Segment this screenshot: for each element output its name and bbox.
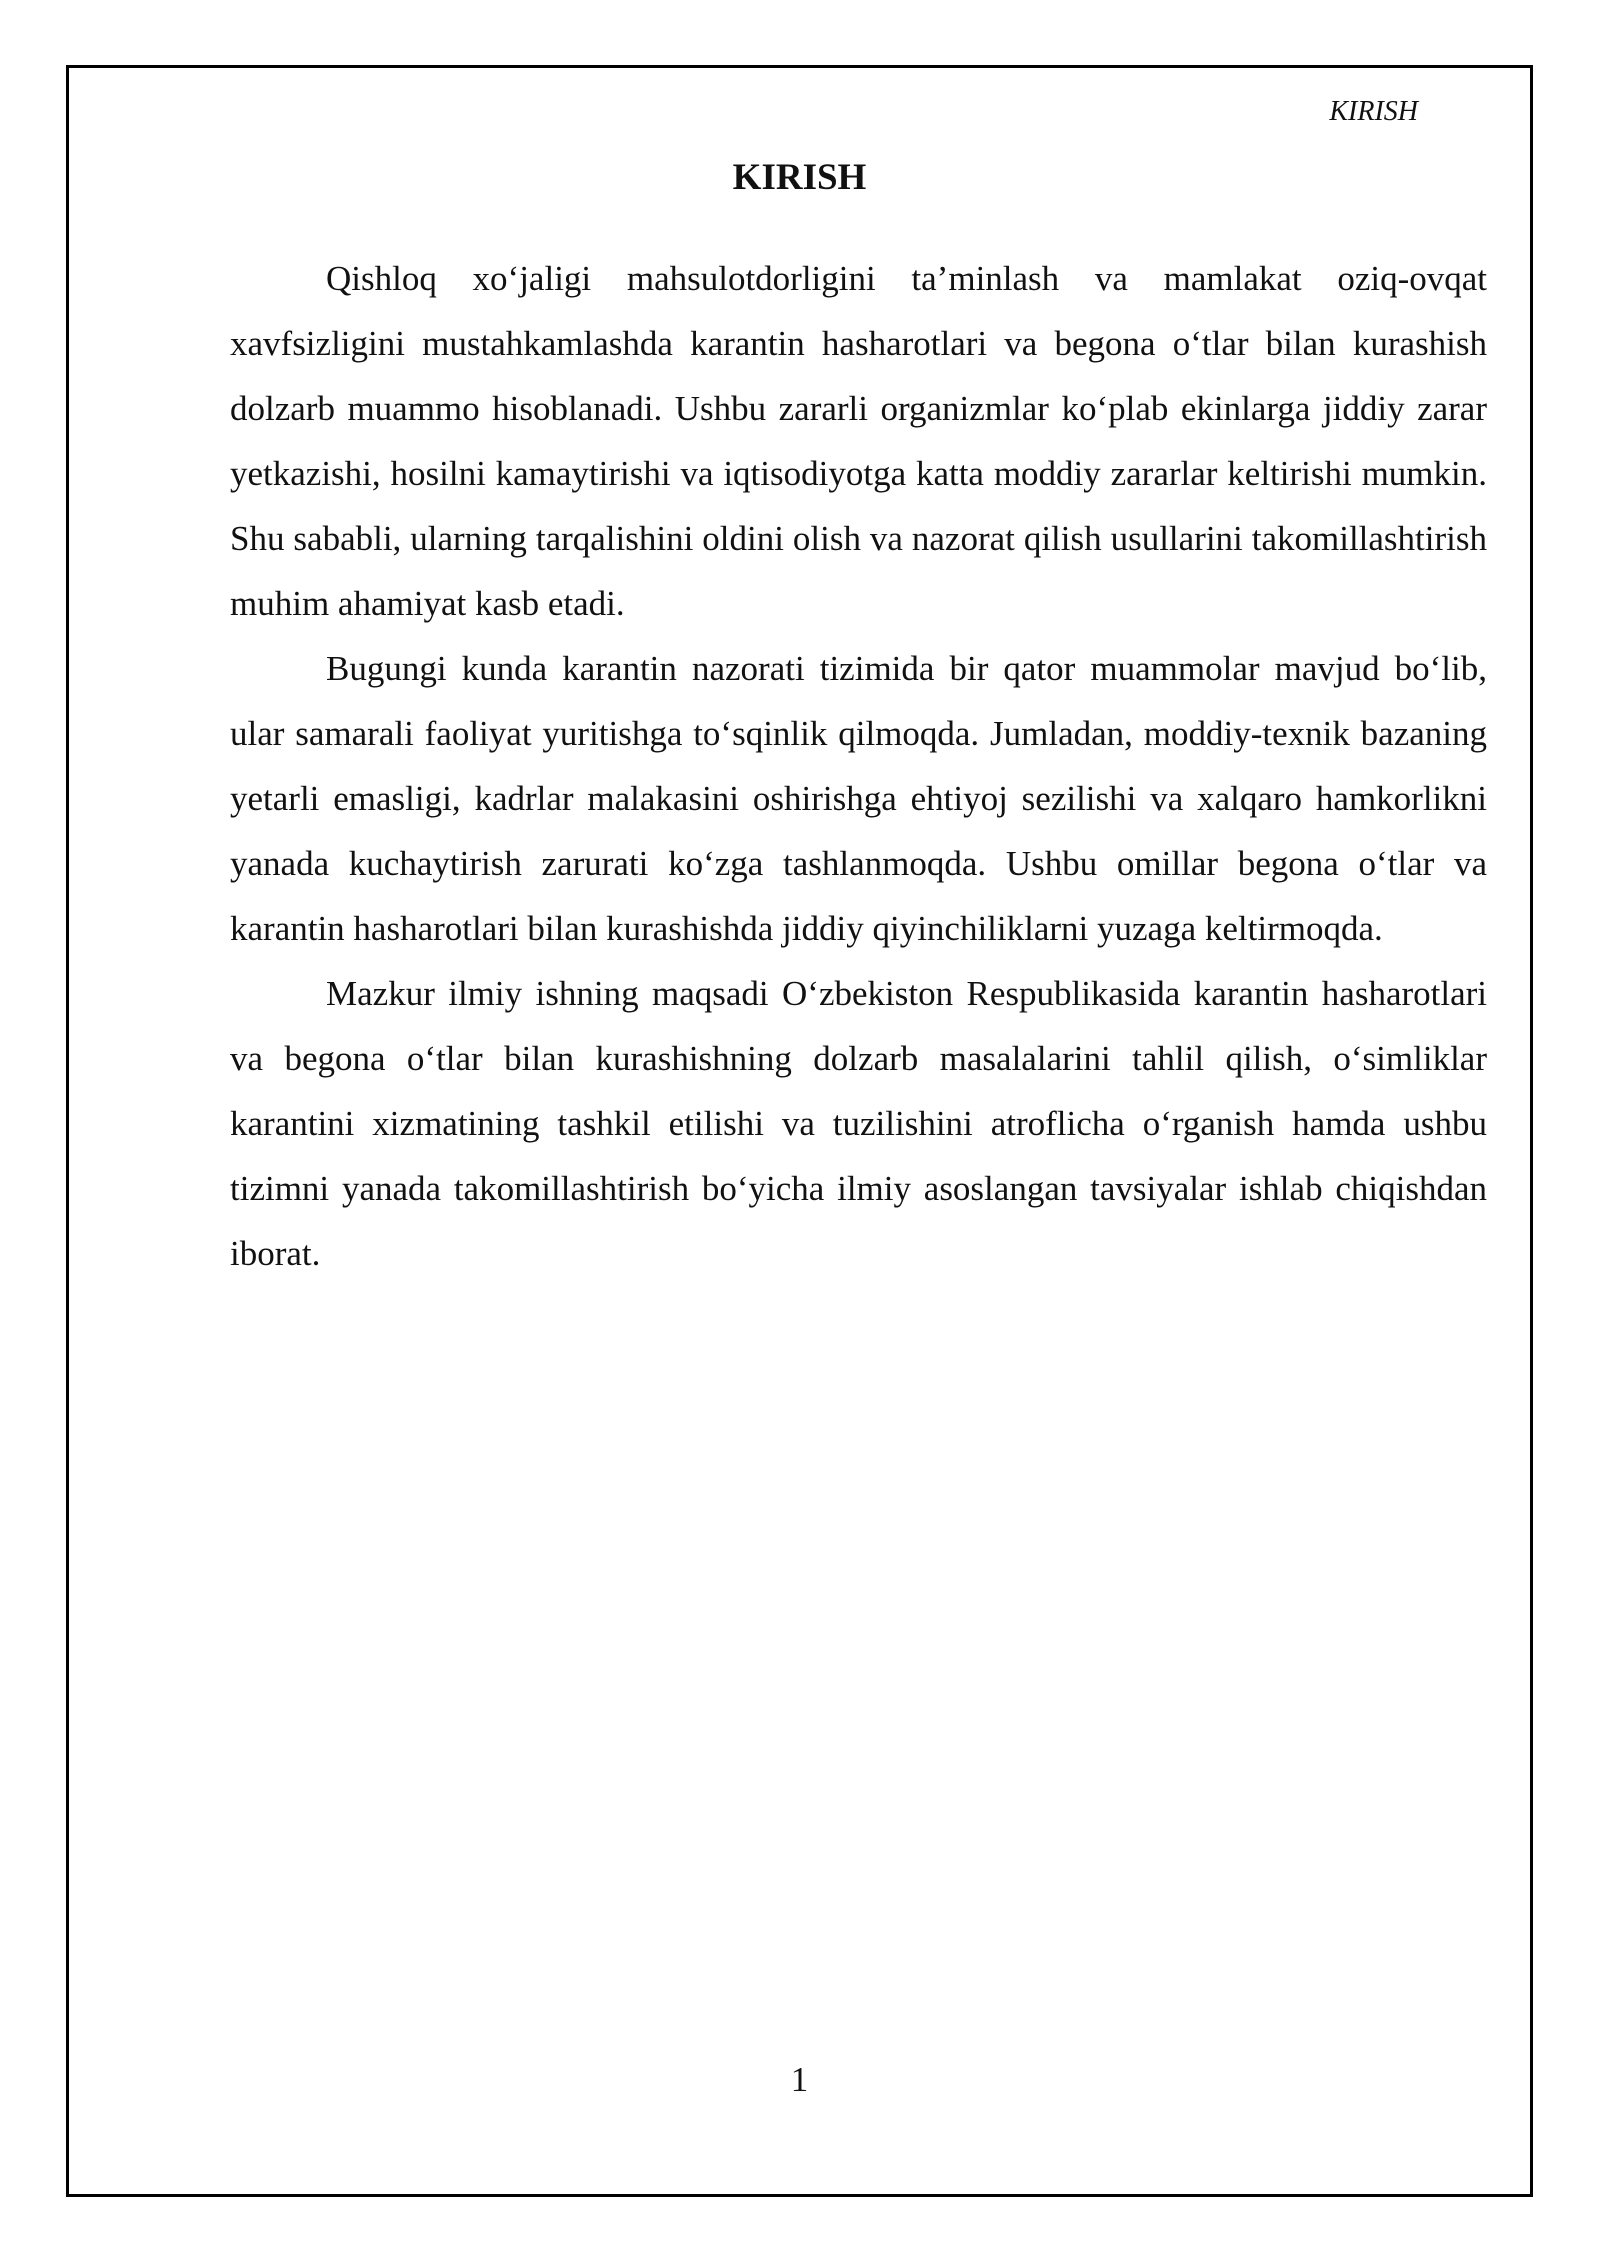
body-text bbox=[230, 246, 1487, 1286]
page-frame bbox=[66, 65, 1533, 2197]
paragraph-2: Bugungi kunda karantin nazorati tizimida bir qator muammolar mavjud bo‘lib, ular samarali faoliyat yuritishga to‘sqinlik qilmoqda. Jumladan, moddiy-texnik bazaning yetarli emasligi, kadrlar malakasini oshirishga ehtiyoj sezilishi va xalqaro hamkorlikni yanada kuchaytirish zarurati ko‘zga tashlanmoqda. Ushbu omillar begona o‘tlar va karantin hasharotlari bilan kurashishda jiddiy qiyinchiliklarni yuzaga keltirmoqda. bbox=[230, 649, 1487, 948]
section-title: KIRISH bbox=[732, 157, 867, 198]
paragraph-3: Mazkur ilmiy ishning maqsadi O‘zbekiston Respublikasida karantin hasharotlari va begona o‘tlar bilan kurashishning dolzarb masalalarini tahlil qilish, o‘simliklar karantini xizmatining tashkil etilishi va tuzilishini atroflicha o‘rganish hamda ushbu tizimni yanada takomillashtirish bo‘yicha ilmiy asoslangan tavsiyalar ishlab chiqishdan iborat. bbox=[230, 974, 1487, 1273]
page-number: 1 bbox=[790, 2060, 809, 2099]
paragraph-1: Qishloq xo‘jaligi mahsulotdorligini ta’minlash va mamlakat oziq-ovqat xavfsizligini mustahkamlashda karantin hasharotlari va begona o‘tlar bilan kurashish dolzarb muammo hisoblanadi. Ushbu zararli organizmlar ko‘plab ekinlarga jiddiy zarar yetkazishi, hosilni kamaytirishi va iqtisodiyotga katta moddiy zararlar keltirishi mumkin. Shu sababli, ularning tarqalishini oldini olish va nazorat qilish usullarini takomillashtirish muhim ahamiyat kasb etadi. bbox=[230, 259, 1487, 623]
running-header: KIRISH bbox=[1329, 96, 1418, 127]
